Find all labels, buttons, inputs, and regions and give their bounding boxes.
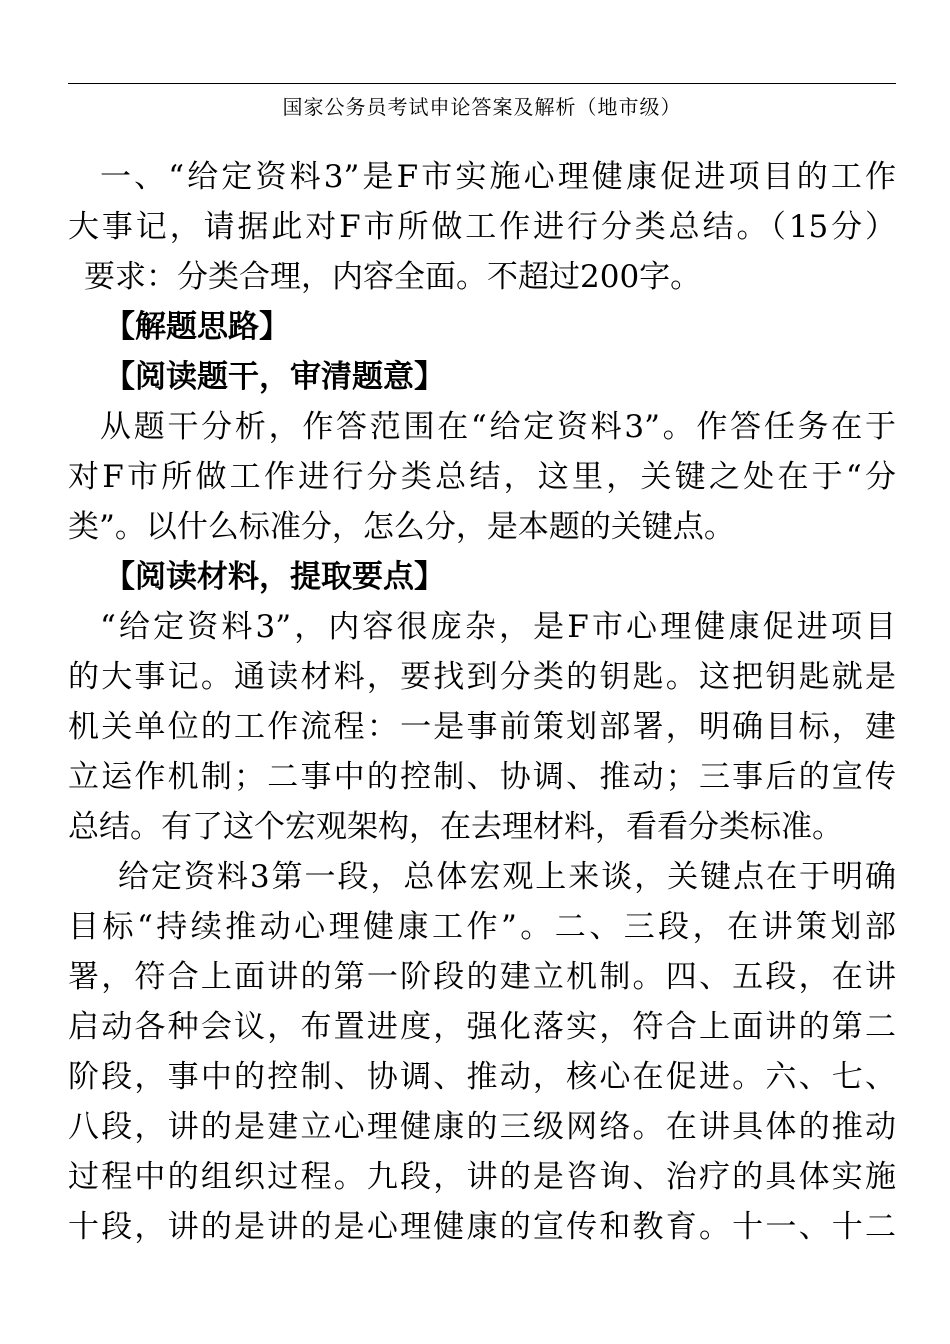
question-line-2: 大事记，请据此对F市所做工作进行分类总结。（15分）: [68, 209, 896, 245]
section-heading-read-material: 【阅读材料，提取要点】: [104, 559, 445, 595]
section-heading-approach: 【解题思路】: [104, 309, 290, 345]
paragraph-line: 目标“持续推动心理健康工作”。二、三段，在讲策划部: [68, 909, 896, 945]
paragraph-line: 十段，讲的是讲的是心理健康的宣传和教育。十一、十二: [68, 1209, 896, 1245]
paragraph-line: 阶段，事中的控制、协调、推动，核心在促进。六、七、: [68, 1059, 896, 1095]
paragraph-line: 启动各种会议，布置进度，强化落实，符合上面讲的第二: [68, 1009, 896, 1045]
requirement-line: 要求：分类合理，内容全面。不超过200字。: [84, 259, 702, 295]
paragraph-line: 对F市所做工作进行分类总结，这里，关键之处在于“分: [68, 459, 896, 495]
paragraph-line: “给定资料3”，内容很庞杂，是F市心理健康促进项目: [100, 609, 896, 645]
paragraph-line: 从题干分析，作答范围在“给定资料3”。作答任务在于: [100, 409, 896, 445]
section-heading-read-question: 【阅读题干，审清题意】: [104, 359, 445, 395]
question-line-1: 一、“给定资料3”是F市实施心理健康促进项目的工作: [100, 159, 896, 195]
paragraph-line: 机关单位的工作流程：一是事前策划部署，明确目标，建: [68, 709, 896, 745]
running-header: 国家公务员考试申论答案及解析（地市级）: [282, 95, 682, 119]
header-rule: [68, 83, 896, 84]
paragraph-line: 给定资料3第一段，总体宏观上来谈，关键点在于明确: [118, 859, 896, 895]
paragraph-line: 总结。有了这个宏观架构，在去理材料，看看分类标准。: [68, 809, 843, 845]
paragraph-line: 类”。以什么标准分，怎么分，是本题的关键点。: [68, 509, 735, 545]
paragraph-line: 署，符合上面讲的第一阶段的建立机制。四、五段，在讲: [68, 959, 896, 995]
paragraph-line: 立运作机制；二事中的控制、协调、推动；三事后的宣传: [68, 759, 896, 795]
paragraph-line: 的大事记。通读材料，要找到分类的钥匙。这把钥匙就是: [68, 659, 896, 695]
paragraph-line: 八段，讲的是建立心理健康的三级网络。在讲具体的推动: [68, 1109, 896, 1145]
paragraph-line: 过程中的组织过程。九段，讲的是咨询、治疗的具体实施: [68, 1159, 896, 1195]
